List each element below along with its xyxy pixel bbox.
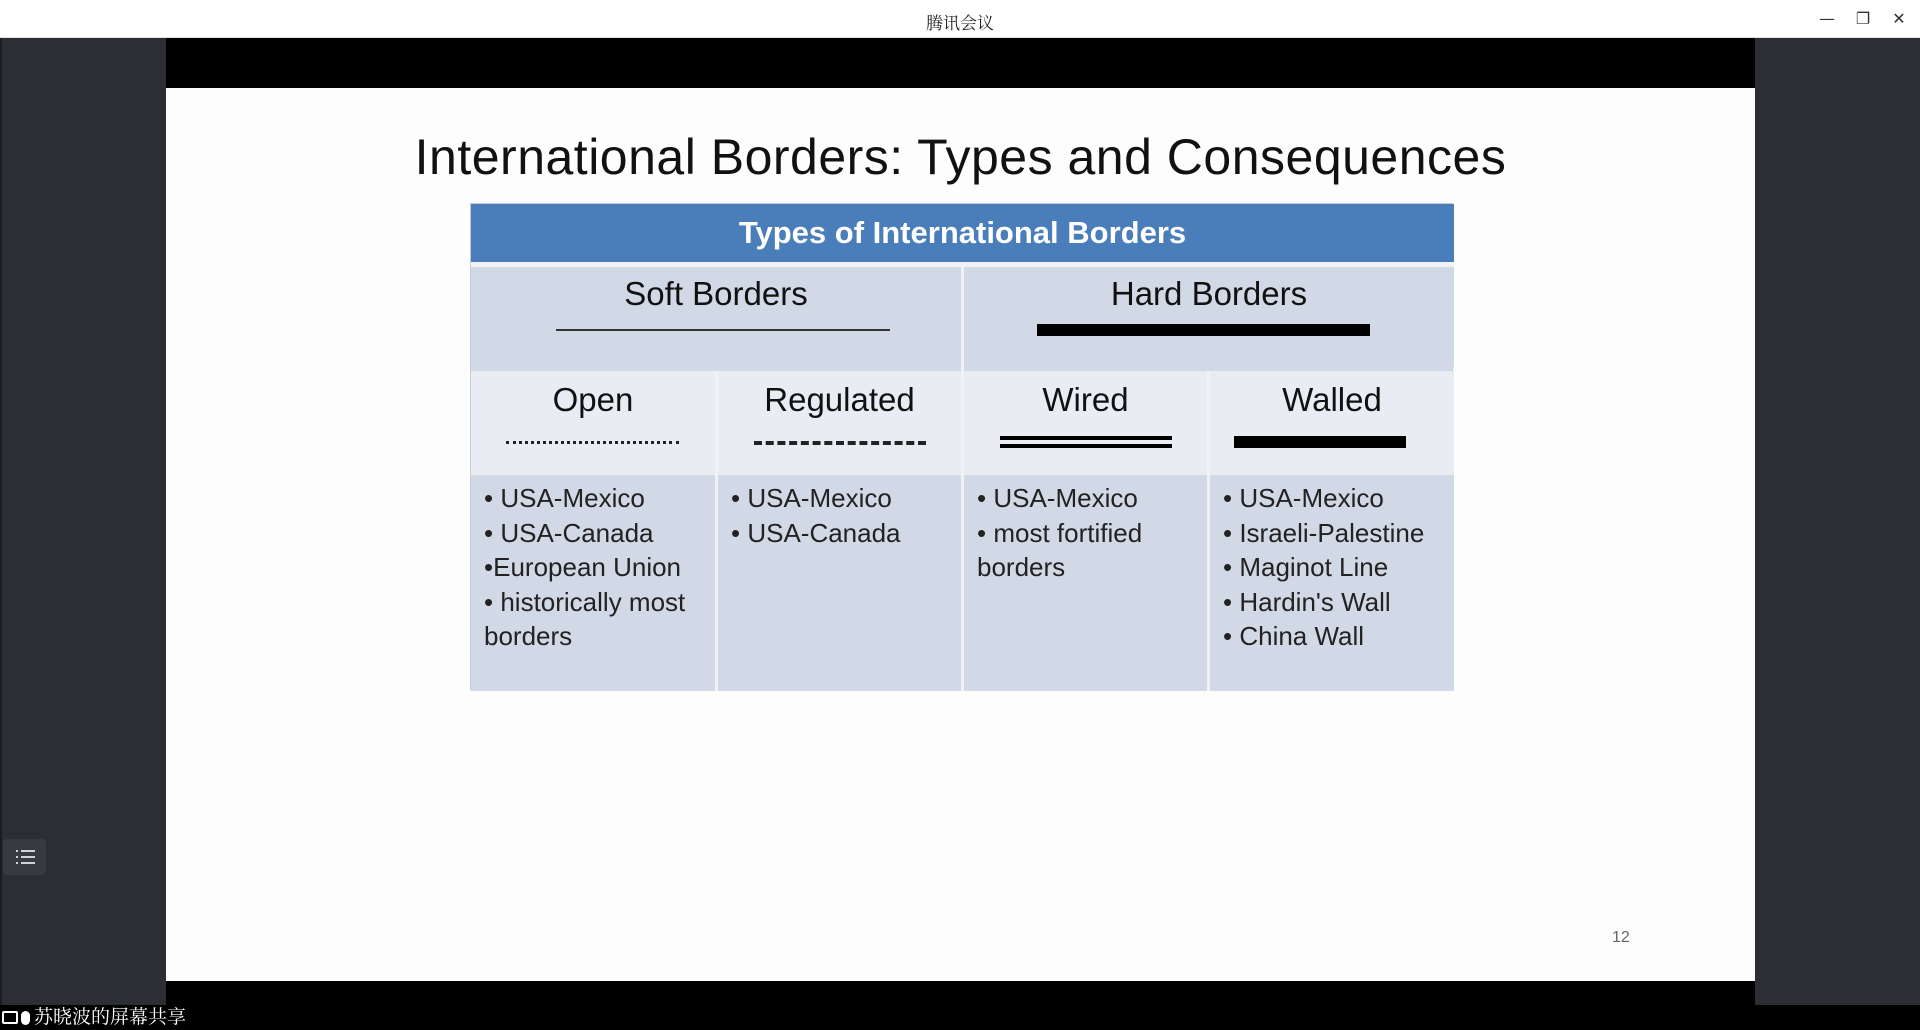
list-item: • USA-Mexico bbox=[977, 483, 1138, 513]
list-item: • USA-Canada bbox=[484, 517, 654, 548]
list-item: • historically most borders bbox=[484, 586, 693, 651]
group-hard-borders bbox=[964, 267, 1454, 367]
screen-share-icon bbox=[2, 1011, 18, 1024]
close-button[interactable]: ✕ bbox=[1892, 9, 1906, 28]
minimize-button[interactable]: — bbox=[1819, 9, 1835, 28]
column-body-wired bbox=[964, 475, 1207, 691]
column-label: Regulated bbox=[764, 381, 915, 418]
list-item: • China Wall bbox=[1223, 621, 1365, 651]
column-divider bbox=[715, 371, 718, 691]
presentation-slide bbox=[166, 88, 1755, 981]
microphone-icon bbox=[21, 1011, 30, 1025]
list-item: • Hardin's Wall bbox=[1223, 586, 1391, 617]
list-item: • USA-Mexico bbox=[731, 483, 892, 513]
column-body-open bbox=[471, 475, 715, 691]
list-item: • USA-Canada bbox=[731, 517, 901, 548]
double-line-icon bbox=[1000, 436, 1172, 448]
page-number: 12 bbox=[1612, 929, 1630, 946]
slide-title: International Borders: Types and Consequences bbox=[414, 129, 1507, 185]
toc-button[interactable] bbox=[3, 839, 46, 875]
thick-line-icon bbox=[1234, 436, 1406, 448]
column-header-walled bbox=[1210, 371, 1454, 475]
window-titlebar bbox=[0, 0, 1920, 38]
column-header-regulated bbox=[718, 371, 961, 475]
column-header-open bbox=[471, 371, 715, 475]
row-divider bbox=[471, 262, 1454, 267]
bottom-status-bar bbox=[0, 1005, 1920, 1030]
borders-table bbox=[470, 203, 1453, 690]
screen-share-indicator bbox=[2, 1005, 186, 1030]
window-title: 腾讯会议 bbox=[926, 14, 994, 34]
column-divider bbox=[1207, 371, 1210, 691]
list-item: • Israeli-Palestine bbox=[1223, 517, 1425, 548]
list-item: • USA-Mexico bbox=[484, 483, 645, 513]
share-label: 苏晓波的屏幕共享 bbox=[34, 1006, 187, 1028]
list-item: • most fortified borders bbox=[977, 517, 1150, 582]
column-label: Wired bbox=[1042, 381, 1129, 418]
dashed-line-icon bbox=[754, 441, 926, 445]
list-item: • Maginot Line bbox=[1223, 552, 1389, 582]
column-label: Walled bbox=[1282, 381, 1382, 418]
group-label: Hard Borders bbox=[1110, 275, 1308, 312]
column-body-regulated bbox=[718, 475, 961, 691]
group-label: Soft Borders bbox=[624, 275, 808, 312]
column-header-wired bbox=[964, 371, 1207, 475]
table-header: Types of International Borders bbox=[471, 204, 1454, 262]
dotted-line-icon bbox=[506, 441, 679, 444]
column-body-walled bbox=[1210, 475, 1454, 691]
column-label: Open bbox=[552, 381, 634, 418]
list-item: •European Union bbox=[484, 552, 682, 582]
group-soft-borders bbox=[471, 267, 961, 367]
list-item: • USA-Mexico bbox=[1223, 483, 1384, 513]
thick-line-icon bbox=[1037, 324, 1370, 336]
column-divider bbox=[961, 262, 964, 691]
thin-line-icon bbox=[556, 329, 890, 331]
window-edge bbox=[0, 38, 2, 1030]
restore-button[interactable]: ❐ bbox=[1855, 9, 1871, 28]
